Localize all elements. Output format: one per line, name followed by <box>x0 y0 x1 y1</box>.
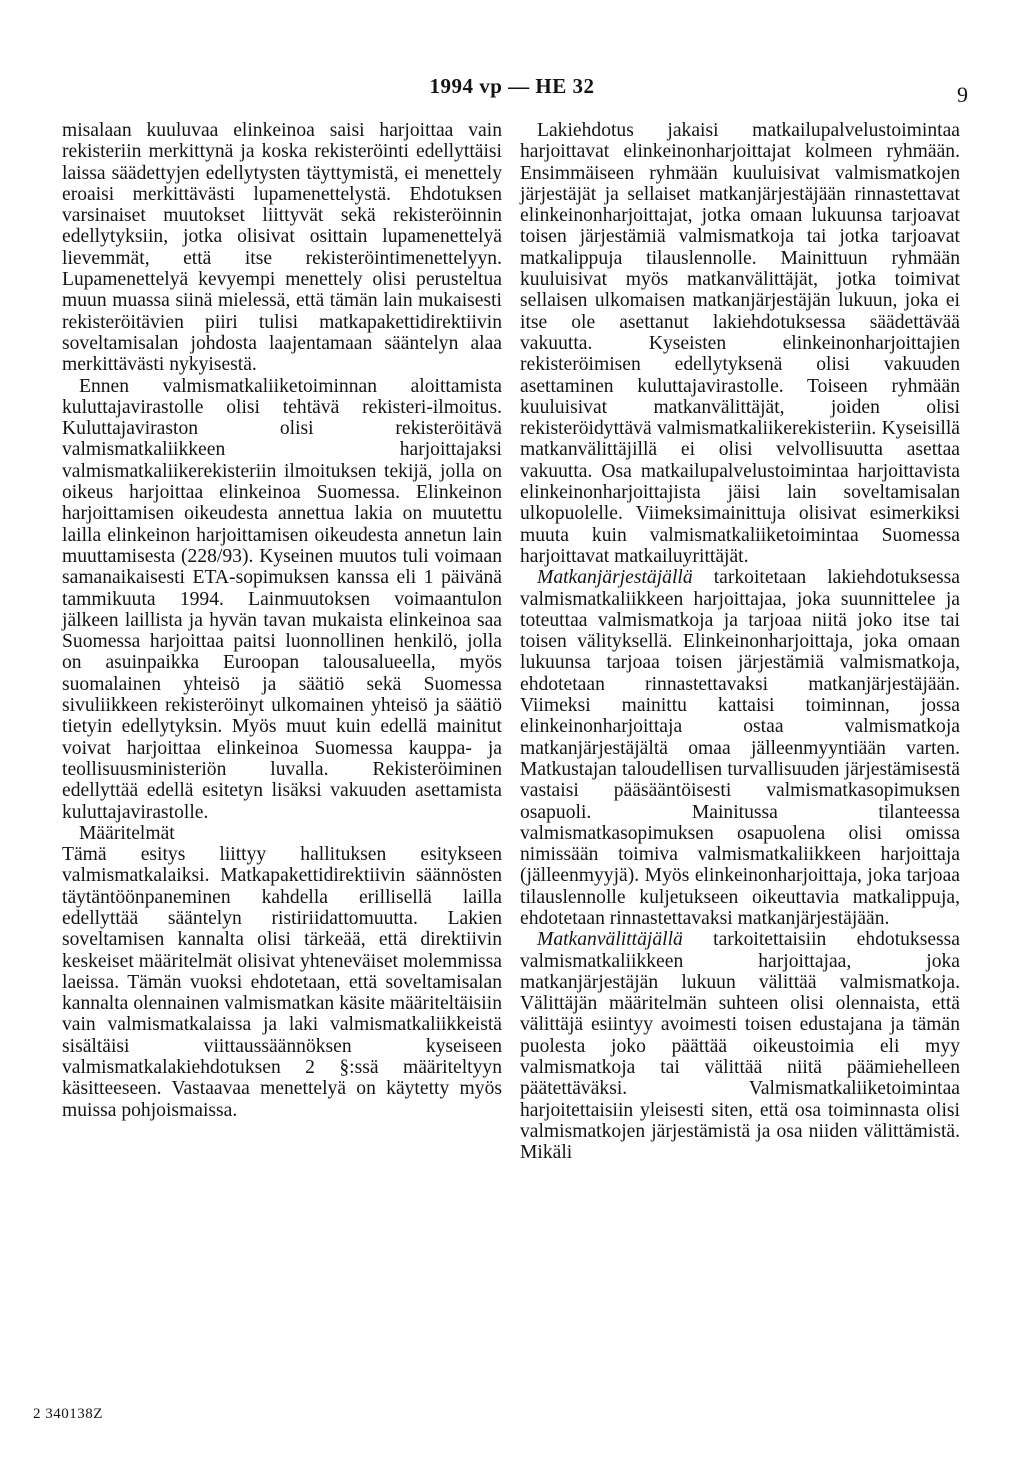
right-paragraph-2 <box>520 567 960 929</box>
header-title: 1994 vp — HE 32 <box>429 74 595 98</box>
section-paragraph: Tämä esitys liittyy hallituksen esitykseen valmismatkalaiksi. Matkapakettidirektiivin säännösten täytäntöönpaneminen kahdella erillisellä lailla edellyttää sääntelyn ristiriidattomuutta. Lakien soveltamisen kannalta olisi tärkeää, että direktiivin keskeiset määritelmät olisivat yhteneväiset molemmissa laeissa. Tämän vuoksi ehdotetaan, että soveltamisalan kannalta olennainen valmismatkan käsite määriteltäisiin vain valmismatkalaissa ja laki valmismatkaliikkeistä sisältäisi viittaussäännöksen kyseiseen valmismatkalakiehdotuksen 2 §:ssä määriteltyyn käsitteeseen. Vastaavaa menettelyä on käytetty myös muissa pohjoismaissa. <box>62 844 502 1121</box>
footer-code: 2 340138Z <box>33 1406 103 1422</box>
left-paragraph-1: misalaan kuuluvaa elinkeinoa saisi harjoittaa vain rekisteriin merkittynä ja koska rekisteröinti edellyttäisi laissa säädettyjen edellytysten täyttymistä, ei menettely eroaisi merkittävästi lupamenettelystä. Ehdotuksen varsinaiset muutokset liittyvät sekä rekisteröinnin edellytyksiin, jotka olisivat osittain lupamenettelyä lievemmät, että itse rekisteröintimenettelyyn. Lupamenettelyä kevyempi menettely olisi perusteltua muun muassa siinä mielessä, että tämän lain mukaisesti rekisteröitävien piiri tulisi matkapakettidirektiivin soveltamisalan johdosta laajentamaan sääntelyn alaa merkittävästi nykyisestä. <box>62 120 502 376</box>
right-paragraph-1: Lakiehdotus jakaisi matkailupalvelustoimintaa harjoittavat elinkeinonharjoittajat kolmeen ryhmään. Ensimmäiseen ryhmään kuuluisivat valmismatkojen järjestäjät ja sellaiset matkanjärjestäjään rinnastettavat elinkeinonharjoittajat, jotka omaan lukuunsa tarjoavat toisen järjestämiä valmismatkoja tai jotka tarjoavat matkalippuja tilauslennolle. Mainittuun ryhmään kuuluisivat myös matkanvälittäjät, jotka toimivat sellaisen ulkomaisen matkanjärjestäjän lukuun, joka ei itse ole asettanut lakiehdotuksessa säädettävää vakuutta. Kyseisten elinkeinonharjoittajien rekisteröimisen edellytyksenä olisi vakuuden asettaminen kuluttajavirastolle. Toiseen ryhmään kuuluisivat matkanvälittäjät, joiden olisi rekisteröidyttävä valmismatkaliikerekisteriin. Kyseisillä matkanvälittäjillä ei olisi velvollisuutta asettaa vakuutta. Osa matkailupalvelustoimintaa harjoittavista elinkeinonharjoittajista jäisi lain soveltamisalan ulkopuolelle. Viimeksimainittuja olisivat esimerkiksi muuta kuin valmismatkaliiketoimintaa Suomessa harjoittavat matkailuyrittäjät. <box>520 120 960 567</box>
left-paragraph-2: Ennen valmismatkaliiketoiminnan aloittamista kuluttajavirastolle olisi tehtävä rekisteri-ilmoitus. Kuluttajaviraston olisi rekisteröitävä valmismatkaliikkeen harjoittajaksi valmismatkaliikerekisteriin ilmoituksen tekijä, jolla on oikeus harjoittaa elinkeinoa Suomessa. Elinkeinon harjoittamisen oikeudesta annettua lakia on muutettu lailla elinkeinon harjoittamisen oikeudesta annetun lain muuttamisesta (228/93). Kyseinen muutos tuli voimaan samanaikaisesti ETA-sopimuksen kanssa eli 1 päivänä tammikuuta 1994. Lainmuutoksen voimaantulon jälkeen laillista ja hyvän tavan mukaista elinkeinoa saa Suomessa harjoittaa paitsi luonnollinen henkilö, jolla on asuinpaikka Euroopan talousalueella, myös suomalainen yhteisö ja säätiö sekä Suomessa sivuliikkeen rekisteröinyt ulkomainen yhteisö ja säätiö tietyin edellytyksin. Myös muut kuin edellä mainitut voivat harjoittaa elinkeinoa Suomessa kauppa- ja teollisuusministeriön luvalla. Rekisteröiminen edellyttää edellä esitetyn lisäksi vakuuden asettamista kuluttajavirastolle. <box>62 375 502 823</box>
page-header <box>0 74 1024 107</box>
term-matkanvalittaja: Matkanvälittäjällä <box>537 929 683 951</box>
term-matkanjarjestaja: Matkanjärjestäjällä <box>537 567 693 589</box>
left-column <box>62 120 502 1121</box>
right-paragraph-3-text: tarkoitettaisiin ehdotuksessa valmismatkaliikkeen harjoittajaa, joka matkanjärjestäjän lukuun välittää valmismatkoja. Välittäjän määritelmän suhteen olisi olennaista, että välittäjä esiintyy avoimesti toisen edustajana ja tämän puolesta joko päättää oikeustoimia eli myy valmismatkoja tai välittää niitä päämiehelleen päätettäväksi. Valmismatkaliiketoimintaa harjoitettaisiin yleisesti siten, että osa toiminnasta olisi valmismatkojen järjestämistä ja osa niiden välittämistä. Mikäli <box>520 929 960 1164</box>
right-paragraph-2-text: tarkoitetaan lakiehdotuksessa valmismatkaliikkeen harjoittajaa, joka suunnittelee ja toteuttaa valmismatkoja ja tarjoaa niitä joko itse tai toisen välityksellä. Elinkeinonharjoittaja, joka omaan lukuunsa tarjoaa toisen järjestämiä valmismatkoja, ehdotetaan rinnastettavaksi matkanjärjestäjään. Viimeksi mainittu kattaisi toiminnan, jossa elinkeinonharjoittaja ostaa valmismatkoja matkanjärjestäjältä omaa jälleenmyyntiään varten. Matkustajan taloudellisen turvallisuuden järjestämisestä vastaisi pääsääntöisesti valmismatkasopimuksen osapuoli. Mainitussa tilanteessa valmismatkasopimuksen osapuolena olisi omissa nimissään toimiva valmismatkaliikkeen harjoittaja (jälleenmyyjä). Myös elinkeinonharjoittaja, joka tarjoaa tilauslennolle kuljetukseen oikeuttavia matkalippuja, ehdotetaan rinnastettavaksi matkanjärjestäjään. <box>520 567 960 929</box>
page-number: 9 <box>957 82 968 107</box>
section-heading: Määritelmät <box>79 822 175 844</box>
right-paragraph-3 <box>520 929 960 1163</box>
right-column <box>520 120 960 1164</box>
